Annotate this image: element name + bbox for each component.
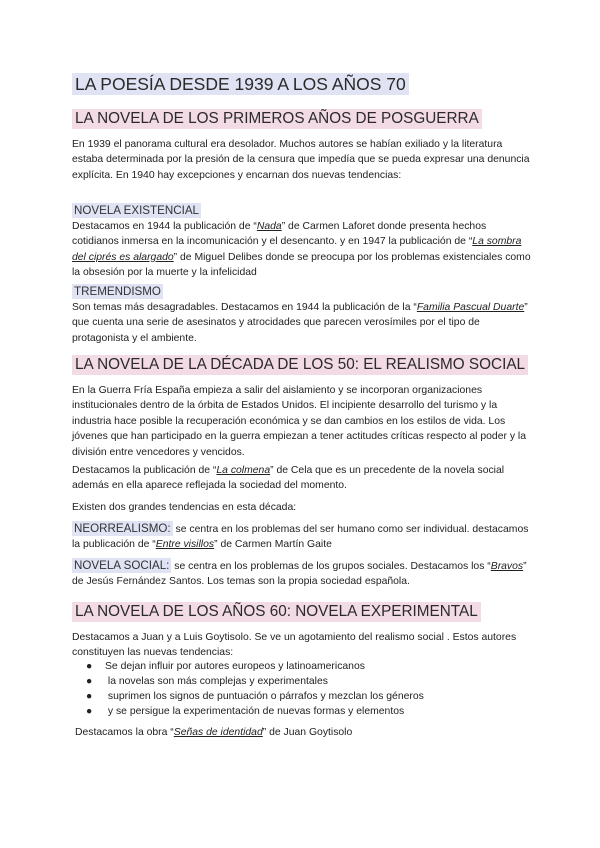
colmena-text-2: ” de Cela que es un precedente de la novela social además en ella aparece reflejada la sociedad del momento. xyxy=(72,465,505,492)
page-title: LA POESÍA DESDE 1939 A LOS AÑOS 70 xyxy=(72,73,409,95)
existencial-label: NOVELA EXISTENCIAL xyxy=(74,204,200,217)
tremendismo-paragraph xyxy=(72,300,532,346)
bullet-icon: ● xyxy=(86,676,93,687)
work-title-entre-visillos: Entre visillos xyxy=(155,539,215,551)
intro-paragraph: En 1939 el panorama cultural era desolador. Muchos autores se habían exiliado y la literatura estaba determinada por la presión de la censura que impedía que se pueda expresar una denuncia explícita. En 1940 hay excepciones y encarnan dos nuevas tendencias: xyxy=(72,139,530,181)
list-item-text: y se persigue la experimentación de nuevas formas y elementos xyxy=(105,706,405,717)
novela-social-block xyxy=(72,558,532,590)
tremendismo-text-2: ” que cuenta una serie de asesinatos y atrocidades que parecen verosímiles por el tipo de protagonista y el ambiente. xyxy=(72,302,528,344)
neorrealismo-text-2: ” de Carmen Martín Gaite xyxy=(214,539,332,551)
colmena-text-1: Destacamos la publicación de “ xyxy=(72,465,217,476)
section-2-heading: LA NOVELA DE LA DÉCADA DE LOS 50: EL REALISMO SOCIAL xyxy=(72,355,528,375)
work-title-pascual-duarte: Familia Pascual Duarte xyxy=(416,302,525,313)
existencial-text-1: Destacamos en 1944 la publicación de “ xyxy=(72,221,257,232)
novela-social-label: NOVELA SOCIAL: xyxy=(74,559,170,572)
bullet-icon: ● xyxy=(86,661,93,672)
colmena-paragraph xyxy=(72,463,532,494)
tremendismo-label: TREMENDISMO xyxy=(74,285,161,298)
senas-text-2: ” de Juan Goytisolo xyxy=(262,727,353,738)
section-1-heading: LA NOVELA DE LOS PRIMEROS AÑOS DE POSGUERRA xyxy=(72,109,482,129)
tremendismo-text-1: Son temas más desagradables. Destacamos en 1944 la publicación de la “ xyxy=(72,302,417,313)
existencial-paragraph xyxy=(72,219,532,281)
senas-text-1: Destacamos la obra “ xyxy=(75,727,174,738)
guerra-fria-paragraph: En la Guerra Fría España empieza a salir del aislamiento y se incorporan organizaciones institucionales dentro de la órbita de Estados Unidos. El incipiente desarrollo del turismo y la industria hace posible la recuperación económica y se dan cambios en los estilos de vida. Los jóvenes que han participado en la guerra empiezan a tener actitudes críticas respecto al poder y la división entre vencedores y vencidos. xyxy=(72,385,526,458)
tremendismo-block xyxy=(72,282,532,346)
neorrealismo-label: NEORREALISMO: xyxy=(74,522,171,535)
list-item xyxy=(86,674,328,689)
list-item xyxy=(86,659,365,674)
goytisolo-paragraph: Destacamos a Juan y a Luis Goytisolo. Se ve un agotamiento del realismo social . Estos autores constituyen las nuevas tendencias: xyxy=(72,632,517,659)
bullet-icon: ● xyxy=(86,691,93,702)
neorrealismo-block xyxy=(72,521,532,553)
novela-social-text-1: se centra en los problemas de los grupos sociales. Destacamos los “ xyxy=(171,561,491,572)
section-1-heading-block xyxy=(72,109,532,129)
list-item xyxy=(86,689,424,704)
work-title-nada: Nada xyxy=(256,221,282,232)
existencial-block xyxy=(72,201,532,281)
list-item-text: Se dejan influir por autores europeos y latinoamericanos xyxy=(105,661,365,672)
section-3-p2 xyxy=(75,725,535,740)
novela-social-text-2: ” de Jesús Fernández Santos. Los temas son la propia sociedad española. xyxy=(72,561,527,588)
senas-paragraph xyxy=(75,725,535,740)
list-item xyxy=(86,704,404,719)
neorrealismo-text-1: se centra en los problemas del ser humano como ser individual. destacamos la publicación de “ xyxy=(72,524,529,551)
work-title-sombra: La sombra del ciprés es alargado xyxy=(72,236,522,263)
neorrealismo-paragraph xyxy=(72,521,532,553)
existencial-text-2: ” de Carmen Laforet donde presenta hechos cotidianos inmersa en la incomunicación y el desencanto. y en 1947 la publicación de “ xyxy=(72,221,487,248)
work-title-colmena: La colmena xyxy=(216,465,271,476)
section-2-p3 xyxy=(72,500,532,515)
novela-social-paragraph xyxy=(72,558,532,590)
section-3-heading: LA NOVELA DE LOS AÑOS 60: NOVELA EXPERIMENTAL xyxy=(72,602,481,622)
title-block xyxy=(72,73,532,95)
list-item-text: suprimen los signos de puntuación o párrafos y mezclan los géneros xyxy=(105,691,424,702)
section-2-heading-block xyxy=(72,355,532,375)
section-1-intro xyxy=(72,137,532,183)
work-title-senas: Señas de identidad xyxy=(173,727,263,738)
tendencias-paragraph: Existen dos grandes tendencias en esta década: xyxy=(72,502,297,513)
section-2-p1 xyxy=(72,383,532,460)
bullet-icon: ● xyxy=(86,706,93,717)
section-2-p2 xyxy=(72,463,532,494)
section-3-heading-block xyxy=(72,602,532,622)
list-item-text: la novelas son más complejas y experimentales xyxy=(105,676,328,687)
section-3-p1 xyxy=(72,630,532,661)
existencial-text-3: ” de Miguel Delibes donde se preocupa por los problemas existenciales como la obsesión por la muerte y la infelicidad xyxy=(72,251,531,279)
work-title-bravos: Bravos xyxy=(490,561,524,572)
